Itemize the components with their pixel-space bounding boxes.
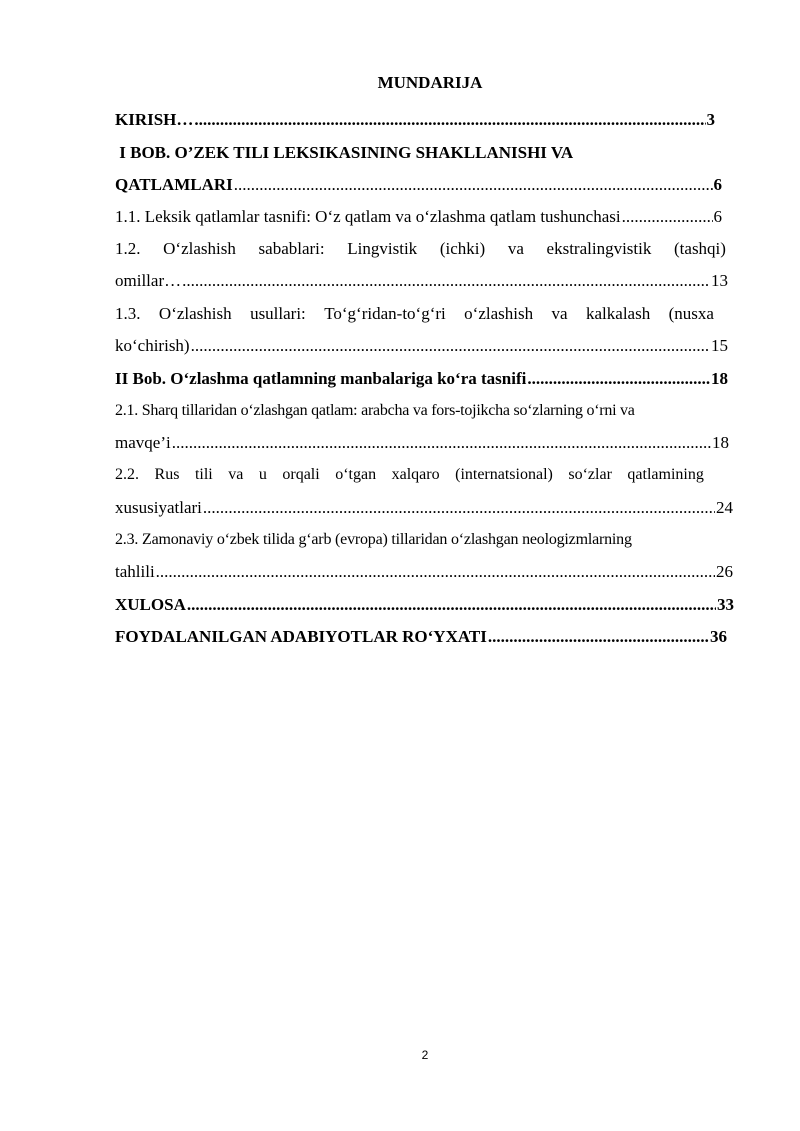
toc-label: mavqe’i — [115, 433, 171, 452]
toc-leader-dots — [234, 175, 713, 195]
toc-word: o‘zlashish — [464, 304, 534, 323]
toc-entry-xulosa[interactable] — [115, 595, 734, 615]
toc-word: va — [551, 304, 568, 323]
toc-word: sabablari: — [258, 239, 325, 258]
toc-label: II Bob. O‘zlashma qatlamning manbalariga ko‘ra tasnifi — [115, 369, 527, 388]
toc-word: Rus — [154, 466, 180, 483]
toc-entry-2-3[interactable] — [115, 562, 733, 582]
toc-leader-dots — [527, 369, 710, 389]
toc-word: (internatsional) — [455, 466, 553, 483]
page-title: MUNDARIJA — [377, 73, 483, 92]
toc-leader-dots — [203, 498, 715, 518]
toc-word: va — [228, 466, 244, 483]
toc-label: I BOB. O’ZEK TILI LEKSIKASINING SHAKLLANISHI VA — [115, 143, 574, 162]
toc-word: (tashqi) — [674, 239, 726, 258]
toc-entry-chapter2[interactable] — [115, 369, 728, 389]
toc-page-number: 18 — [712, 433, 729, 452]
toc-word: kalkalash — [586, 304, 651, 323]
toc-word: ekstralingvistik — [546, 239, 652, 258]
toc-entry-2-2-line1[interactable] — [115, 465, 704, 485]
toc-label: FOYDALANILGAN ADABIYOTLAR RO‘YXATI — [115, 627, 487, 646]
toc-word: 1.2. — [115, 239, 141, 258]
toc-word: u — [258, 466, 267, 483]
toc-word: 2.2. — [115, 466, 139, 483]
toc-leader-dots — [156, 562, 715, 582]
toc-entry-2-1-line1[interactable] — [115, 401, 635, 421]
toc-page-number: 13 — [711, 271, 728, 290]
toc-label: 2.1. Sharq tillaridan o‘zlashgan qatlam: arabcha va fors-tojikcha so‘zlarning o‘rni va — [115, 402, 635, 419]
toc-word: usullari: — [250, 304, 306, 323]
toc-label: ko‘chirish) — [115, 336, 190, 355]
toc-label: KIRISH… — [115, 110, 194, 129]
toc-word: tili — [194, 466, 213, 483]
toc-word: (nusxa — [668, 304, 714, 323]
toc-label: xususiyatlari — [115, 498, 202, 517]
toc-page-number: 36 — [710, 627, 727, 646]
toc-page-number: 15 — [711, 336, 728, 355]
toc-entry-chapter1-line1[interactable] — [115, 143, 573, 163]
toc-word: o‘tgan — [335, 466, 377, 483]
toc-page-number: 18 — [711, 369, 728, 388]
toc-word: xalqaro — [391, 466, 440, 483]
toc-entry-2-3-line1[interactable] — [115, 530, 632, 550]
toc-page-number: 3 — [706, 110, 715, 129]
toc-page-number: 6 — [713, 207, 722, 226]
toc-word: Lingvistik — [347, 239, 418, 258]
toc-entry-1-1[interactable] — [115, 207, 722, 227]
toc-entry-1-2[interactable] — [115, 271, 728, 291]
toc-leader-dots — [488, 627, 709, 647]
toc-leader-dots — [182, 271, 710, 291]
toc-word: O‘zlashish — [163, 239, 236, 258]
toc-page-number: 33 — [717, 595, 734, 614]
toc-entry-1-3-line1[interactable] — [115, 304, 714, 324]
toc-entry-kirish[interactable] — [115, 110, 715, 130]
toc-word: orqali — [282, 466, 320, 483]
toc-leader-dots — [194, 110, 705, 130]
toc-word: so‘zlar — [568, 466, 612, 483]
toc-word: va — [507, 239, 524, 258]
page-number: 2 — [421, 1048, 429, 1062]
toc-page-number: 24 — [716, 498, 733, 517]
toc-entry-chapter1[interactable] — [115, 175, 722, 195]
toc-label: tahlili — [115, 562, 155, 581]
toc-page-number: 6 — [713, 175, 722, 194]
toc-word: (ichki) — [439, 239, 486, 258]
toc-entry-adabiyotlar[interactable] — [115, 627, 727, 647]
toc-entry-1-2-line1[interactable] — [115, 239, 726, 259]
toc-word: O‘zlashish — [158, 304, 232, 323]
toc-word: 1.3. — [115, 304, 141, 323]
toc-leader-dots — [172, 433, 711, 453]
toc-label: 2.3. Zamonaviy o‘zbek tilida g‘arb (evropa) tillaridan o‘zlashgan neologizmlarning — [115, 531, 632, 548]
toc-leader-dots — [187, 595, 716, 615]
toc-word: qatlamining — [627, 466, 704, 483]
toc-entry-2-2[interactable] — [115, 498, 733, 518]
toc-label: QATLAMLARI — [115, 175, 233, 194]
toc-label: omillar… — [115, 271, 182, 290]
toc-entry-1-3[interactable] — [115, 336, 728, 356]
toc-entry-2-1[interactable] — [115, 433, 729, 453]
toc-page-number: 26 — [716, 562, 733, 581]
toc-label: XULOSA — [115, 595, 186, 614]
toc-leader-dots — [191, 336, 710, 356]
toc-label: 1.1. Leksik qatlamlar tasnifi: O‘z qatlam va o‘zlashma qatlam tushunchasi — [115, 207, 621, 226]
toc-leader-dots — [622, 207, 713, 227]
toc-word: To‘g‘ridan-to‘g‘ri — [324, 304, 446, 323]
